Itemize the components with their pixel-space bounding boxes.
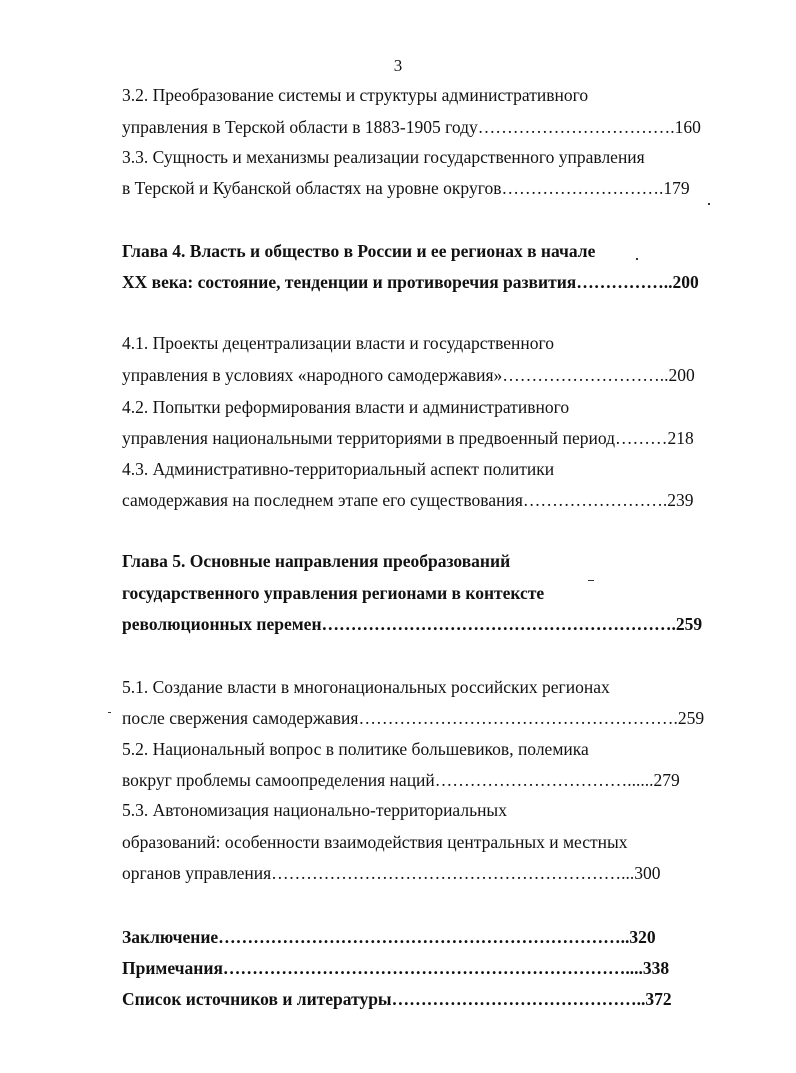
toc-sources: Список источников и литературы……………………………………..372 [122,989,672,1009]
toc-line-5-3-title-2: образований: особенности взаимодействия центральных и местных [122,832,628,852]
toc-line-5-1-page: после свержения самодержавия……………………………………………….259 [122,708,705,728]
toc-line-4-3-page: самодержавия на последнем этапе его существования…………………….239 [122,490,694,510]
scan-speck [636,258,638,260]
page-number: 3 [393,56,403,75]
toc-chapter-5-page: революционных перемен…………………………………………………….259 [122,614,703,634]
scan-speck [588,580,594,581]
toc-line-3-2-title: 3.2. Преобразование системы и структуры административного [122,85,589,105]
toc-line-5-2-page: вокруг проблемы самоопределения наций……………………………......279 [122,770,680,790]
toc-line-5-2-title: 5.2. Национальный вопрос в политике большевиков, полемика [122,739,589,759]
toc-line-3-3-page: в Терской и Кубанской областях на уровне округов……………………….179 [122,178,690,198]
toc-conclusion: Заключение……………………………………………………………..320 [122,927,656,947]
toc-line-4-2-page: управления национальными территориями в предвоенный период………218 [122,428,694,448]
toc-line-5-3-title-1: 5.3. Автономизация национально-территориальных [122,800,507,820]
toc-line-5-3-page: органов управления……………………………………………………...300 [122,863,661,883]
toc-line-5-1-title: 5.1. Создание власти в многонациональных российских регионах [122,677,610,697]
toc-chapter-4-page: XX века: состояние, тенденции и противоречия развития……………..200 [122,272,699,292]
scan-speck [108,712,111,713]
toc-line-4-2-title: 4.2. Попытки реформирования власти и административного [122,397,570,417]
toc-line-4-1-page: управления в условиях «народного самодержавия»………………………..200 [122,365,695,385]
scan-speck [708,203,710,205]
toc-line-4-1-title: 4.1. Проекты децентрализации власти и государственного [122,333,555,353]
toc-line-3-3-title: 3.3. Сущность и механизмы реализации государственного управления [122,147,645,167]
toc-line-4-3-title: 4.3. Административно-территориальный аспект политики [122,459,555,479]
toc-line-3-2-page: управления в Терской области в 1883-1905 году…………………………….160 [122,117,701,137]
toc-notes: Примечания……………………………………………………………....338 [122,958,670,978]
toc-chapter-5-title-1: Глава 5. Основные направления преобразований [122,551,511,571]
toc-chapter-4-title: Глава 4. Власть и общество в России и ее регионах в начале [122,241,596,261]
toc-chapter-5-title-2: государственного управления регионами в контексте [122,583,545,603]
